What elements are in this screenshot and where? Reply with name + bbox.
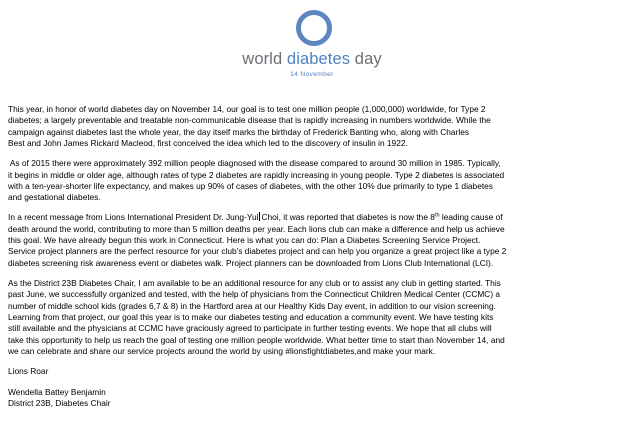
text-line: diabetes screening risk awareness event or diabetes walk. Project planners can be downloaded from Lions Club International (LCI). bbox=[8, 257, 494, 268]
text-line: still available and the physicians at CCMC have graciously agreed to participate in further testing events. We hope that all clubs will bbox=[8, 323, 492, 334]
signature-name: Wendella Battey Benjamin bbox=[8, 386, 106, 397]
text-line: and gestational diabetes. bbox=[8, 192, 101, 203]
document-body bbox=[8, 104, 620, 409]
logo-title-part1: world bbox=[242, 50, 287, 68]
text-line: this goal. We have already begun this work in Connecticut. Here is what you can do: Plan a Diabetes Screening Service Project. bbox=[8, 235, 481, 246]
text-line: As of 2015 there were approximately 392 million people diagnosed with the disease compared to around 30 million in 1985. Typically, bbox=[8, 158, 501, 169]
logo-title-part3: day bbox=[350, 50, 382, 68]
paragraph-statistics bbox=[8, 158, 620, 204]
paragraph-intro bbox=[8, 104, 620, 150]
text-segment: Choi, it was reported that diabetes is now the 8 bbox=[261, 212, 435, 223]
text-line: campaign against diabetes last the whole year, the day itself marks the birthday of Frederick Banting who, along with Charles bbox=[8, 126, 470, 137]
blue-circle-icon bbox=[296, 10, 332, 46]
paragraph-lions-message bbox=[8, 212, 620, 269]
paragraph-district-chair bbox=[8, 278, 620, 358]
text-line: diabetes; a largely preventable and treatable non-communicable disease that is rapidly increasing in numbers worldwide. While the bbox=[8, 115, 491, 126]
text-line: Best and John James Rickard Macleod, first conceived the idea which led to the discovery of insulin in 1922. bbox=[8, 138, 408, 149]
logo-title bbox=[0, 50, 624, 69]
closing-line: Lions Roar bbox=[8, 366, 49, 377]
text-line: past June, we successfully organized and tested, with the help of physicians from the Connecticut Children Medical Center (CCMC) a bbox=[8, 289, 501, 300]
text-line: death around the world, contributing to more than 5 million deaths per year. Each lions club can make a difference and help us achieve bbox=[8, 223, 505, 234]
text-line: it begins in middle or older age, although rates of type 2 diabetes are rapidly increasing in young people. Type 2 diabetes is associated bbox=[8, 169, 505, 180]
text-line: This year, in honor of world diabetes day on November 14, our goal is to test one million people (1,000,000) worldwide, for Type 2 bbox=[8, 104, 486, 114]
text-segment: In a recent message from Lions International President Dr. Jung-Yul bbox=[8, 212, 259, 223]
text-line: Learning from that project, our goal this year is to make our diabetes testing and education a community event. We have testing kits bbox=[8, 312, 494, 322]
text-line: with a ten-year-shorter life expectancy, and makes up 90% of cases of diabetes, with the other 10% due primarily to type 1 diabetes bbox=[8, 180, 493, 191]
text-line: we can celebrate and share our service projects around the world by using #lionsfightdiabetes,and make your mark. bbox=[8, 346, 436, 357]
text-line: number of middle school kids (grades 6,7 & 8) in the Hartford area at our Healthy Kids Day event, in addition to our vision screening. bbox=[8, 300, 496, 311]
text-line: As the District 23B Diabetes Chair, I am available to be an additional resource for any club or to assist any club in getting started. This bbox=[8, 277, 501, 288]
text-line: take this opportunity to help us reach the goal of testing one million people worldwide. What better time to start than November 14, and bbox=[8, 334, 505, 345]
logo-title-accent: diabetes bbox=[286, 50, 351, 68]
world-diabetes-day-logo bbox=[0, 0, 624, 86]
text-line: Service project planners are the perfect resource for your club's diabetes project and can help you organize a great project like a type 2 bbox=[8, 246, 507, 257]
signature-title: District 23B, Diabetes Chair bbox=[8, 397, 111, 408]
logo-date: 14 November bbox=[290, 71, 334, 78]
text-segment: leading cause of bbox=[439, 212, 503, 223]
ordinal-superscript: th bbox=[434, 212, 440, 219]
text-line bbox=[8, 212, 620, 223]
